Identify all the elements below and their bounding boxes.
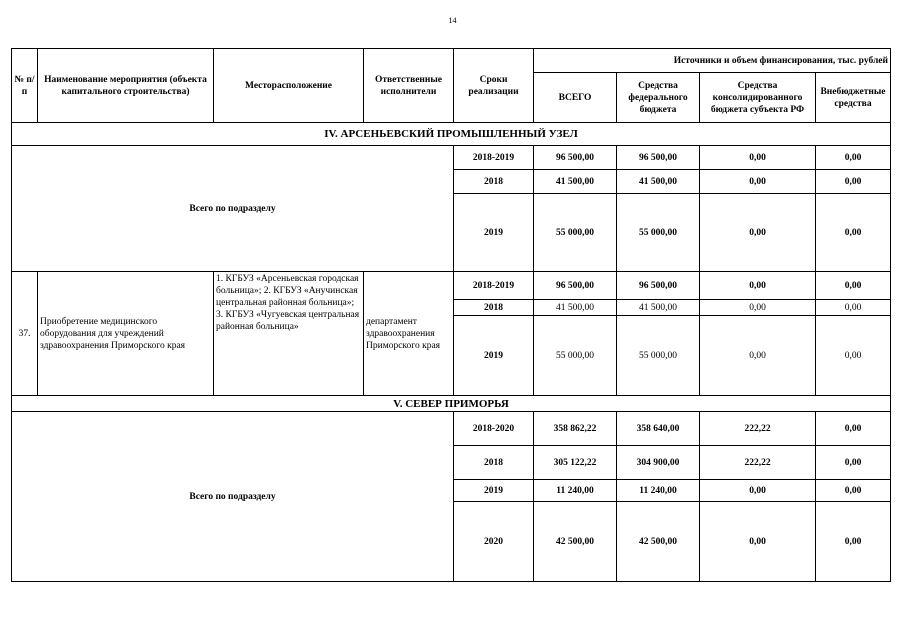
cell-total: 11 240,00 bbox=[534, 480, 617, 502]
cell-extra: 0,00 bbox=[816, 300, 891, 316]
item-location: 1. КГБУЗ «Арсеньевская городская больница»; 2. КГБУЗ «Анучинская центральная районная больница»; 3. КГБУЗ «Чугуевская центральная районная больница» bbox=[214, 272, 364, 396]
header-terms: Сроки реализации bbox=[454, 49, 534, 123]
cell-extra: 0,00 bbox=[816, 446, 891, 480]
header-extra: Внебюджетные средства bbox=[816, 73, 891, 123]
header-num: № п/п bbox=[12, 49, 38, 123]
cell-total: 41 500,00 bbox=[534, 170, 617, 194]
cell-extra: 0,00 bbox=[816, 316, 891, 396]
cell-extra: 0,00 bbox=[816, 170, 891, 194]
header-executors: Ответственные исполнители bbox=[364, 49, 454, 123]
cell-federal: 358 640,00 bbox=[617, 412, 700, 446]
cell-period: 2019 bbox=[454, 480, 534, 502]
subtotal-label: Всего по подразделу bbox=[12, 146, 454, 272]
subtotal-label: Всего по подразделу bbox=[12, 412, 454, 582]
cell-extra: 0,00 bbox=[816, 272, 891, 300]
cell-federal: 41 500,00 bbox=[617, 170, 700, 194]
cell-regional: 0,00 bbox=[700, 480, 816, 502]
header-row-1 bbox=[12, 49, 891, 73]
cell-federal: 96 500,00 bbox=[617, 146, 700, 170]
cell-regional: 0,00 bbox=[700, 146, 816, 170]
cell-extra: 0,00 bbox=[816, 502, 891, 582]
cell-period: 2019 bbox=[454, 194, 534, 272]
cell-regional: 222,22 bbox=[700, 446, 816, 480]
item-name: Приобретение медицинского оборудования для учреждений здравоохранения Приморского края bbox=[38, 272, 214, 396]
cell-extra: 0,00 bbox=[816, 194, 891, 272]
cell-federal: 304 900,00 bbox=[617, 446, 700, 480]
cell-total: 42 500,00 bbox=[534, 502, 617, 582]
header-location: Месторасположение bbox=[214, 49, 364, 123]
header-financing: Источники и объем финансирования, тыс. рублей bbox=[534, 49, 891, 73]
cell-period: 2018-2019 bbox=[454, 146, 534, 170]
cell-regional: 222,22 bbox=[700, 412, 816, 446]
cell-total: 55 000,00 bbox=[534, 194, 617, 272]
page-number: 14 bbox=[448, 16, 457, 25]
cell-federal: 55 000,00 bbox=[617, 316, 700, 396]
cell-federal: 11 240,00 bbox=[617, 480, 700, 502]
cell-federal: 41 500,00 bbox=[617, 300, 700, 316]
cell-regional: 0,00 bbox=[700, 272, 816, 300]
cell-federal: 55 000,00 bbox=[617, 194, 700, 272]
financing-table bbox=[11, 48, 891, 582]
header-total: ВСЕГО bbox=[534, 73, 617, 123]
header-name: Наименование мероприятия (объекта капитального строительства) bbox=[38, 49, 214, 123]
section-title: V. СЕВЕР ПРИМОРЬЯ bbox=[12, 396, 891, 412]
table-row bbox=[12, 412, 891, 446]
section-row bbox=[12, 123, 891, 146]
cell-total: 358 862,22 bbox=[534, 412, 617, 446]
cell-total: 41 500,00 bbox=[534, 300, 617, 316]
cell-period: 2018 bbox=[454, 446, 534, 480]
cell-federal: 96 500,00 bbox=[617, 272, 700, 300]
cell-regional: 0,00 bbox=[700, 316, 816, 396]
cell-total: 305 122,22 bbox=[534, 446, 617, 480]
cell-period: 2020 bbox=[454, 502, 534, 582]
cell-period: 2018-2019 bbox=[454, 272, 534, 300]
cell-period: 2019 bbox=[454, 316, 534, 396]
cell-regional: 0,00 bbox=[700, 300, 816, 316]
table-row bbox=[12, 146, 891, 170]
cell-regional: 0,00 bbox=[700, 170, 816, 194]
item-executor: департамент здравоохранения Приморского края bbox=[364, 272, 454, 396]
table-row bbox=[12, 272, 891, 300]
cell-regional: 0,00 bbox=[700, 194, 816, 272]
cell-regional: 0,00 bbox=[700, 502, 816, 582]
header-regional: Средства консолидированного бюджета субъекта РФ bbox=[700, 73, 816, 123]
cell-period: 2018-2020 bbox=[454, 412, 534, 446]
cell-period: 2018 bbox=[454, 300, 534, 316]
cell-extra: 0,00 bbox=[816, 412, 891, 446]
cell-extra: 0,00 bbox=[816, 480, 891, 502]
cell-total: 55 000,00 bbox=[534, 316, 617, 396]
section-title: IV. АРСЕНЬЕВСКИЙ ПРОМЫШЛЕННЫЙ УЗЕЛ bbox=[12, 123, 891, 146]
section-row bbox=[12, 396, 891, 412]
cell-federal: 42 500,00 bbox=[617, 502, 700, 582]
cell-extra: 0,00 bbox=[816, 146, 891, 170]
cell-total: 96 500,00 bbox=[534, 146, 617, 170]
header-federal: Средства федерального бюджета bbox=[617, 73, 700, 123]
item-num: 37. bbox=[12, 272, 38, 396]
cell-period: 2018 bbox=[454, 170, 534, 194]
cell-total: 96 500,00 bbox=[534, 272, 617, 300]
